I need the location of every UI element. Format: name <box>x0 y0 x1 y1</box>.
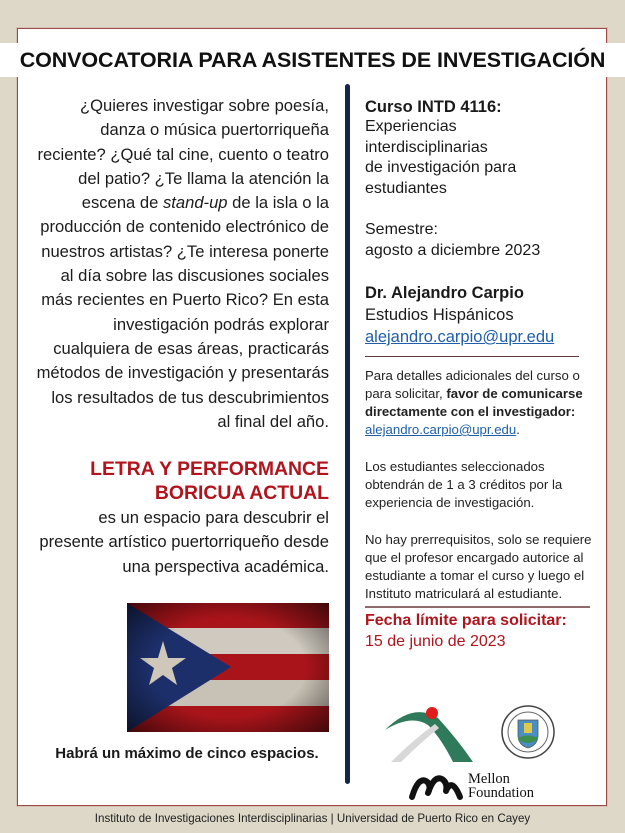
course-code: Curso INTD 4116: <box>365 98 502 116</box>
mellon-wordmark <box>468 772 534 800</box>
deadline-label: Fecha límite para solicitar: <box>365 612 567 629</box>
separator-line <box>365 356 579 357</box>
mellon-mark-icon <box>408 771 464 801</box>
intro-text-part2: de la isla o la producción de contenido electrónico de nuestros artistas? ¿Te interesa ponerte al día sobre las discusiones sociales más recientes en Puerto Rico? En esta investigación podrás explorar cualquiera de esas áreas, practicarás métodos de investigación y presentarás los resultados de tus descubrimientos al final del año. <box>36 193 329 431</box>
project-description: es un espacio para descubrir el presente artístico puertorriqueño desde una perspectiva académica. <box>39 508 329 576</box>
intro-text-part1: ¿Quieres investigar sobre poesía, danza o música puertorriqueña reciente? ¿Qué tal cine, cuento o teatro del patio? ¿Te llama la atención la escena de <box>37 96 329 213</box>
department: Estudios Hispánicos <box>365 306 514 324</box>
course-name-line: de investigación para <box>365 159 517 176</box>
left-column <box>35 94 329 579</box>
mellon-line2: Foundation <box>468 785 535 801</box>
course-name-line: interdisciplinarias <box>365 138 488 156</box>
intro-italic-term: stand-up <box>162 193 228 213</box>
semester-label: Semestre: <box>365 221 438 238</box>
details-paragraph <box>365 367 595 439</box>
column-divider <box>345 84 350 784</box>
professor-email-link[interactable]: alejandro.carpio@upr.edu <box>365 328 555 346</box>
max-spaces-note: Habrá un máximo de cinco espacios. <box>55 745 319 762</box>
info-block <box>365 367 595 603</box>
course-name-line: Experiencias <box>365 118 457 135</box>
details-email-suffix: . <box>516 422 520 437</box>
mellon-foundation-logo <box>408 768 558 804</box>
prerequisites-paragraph: No hay prerrequisitos, solo se requiere que el profesor encargado autorice al estudiante a tomar el curso y luego el Instituto matriculará al estudiante. <box>365 532 592 601</box>
footer-text: Instituto de Investigaciones Interdisciplinarias | Universidad de Puerto Rico en Cayey <box>94 812 531 825</box>
puerto-rico-flag-image <box>127 603 329 732</box>
deadline-date: 15 de junio de 2023 <box>365 633 506 650</box>
project-title-line1: LETRA Y PERFORMANCE <box>90 458 329 481</box>
institute-logo <box>383 700 478 765</box>
semester-block <box>365 219 595 261</box>
title-band <box>0 43 625 77</box>
details-bold-text: favor de comunicarse directamente con el investigador: <box>365 386 583 419</box>
project-title-line2: BORICUA ACTUAL <box>154 482 329 505</box>
intro-paragraph <box>35 94 329 434</box>
upr-cayey-seal <box>501 705 555 759</box>
project-title <box>35 457 329 505</box>
credits-paragraph: Los estudiantes seleccionados obtendrán de 1 a 3 créditos por la experiencia de investigación. <box>365 459 563 510</box>
semester-value: agosto a diciembre 2023 <box>365 242 541 259</box>
details-text: Para detalles adicionales del curso o para solicitar, <box>365 368 580 401</box>
course-name-line: estudiantes <box>365 179 447 197</box>
deadline-separator <box>365 606 590 608</box>
details-email-link[interactable]: alejandro.carpio@upr.edu <box>365 422 517 437</box>
course-name <box>365 117 595 199</box>
page-title: CONVOCATORIA PARA ASISTENTES DE INVESTIGACIÓN <box>19 47 606 72</box>
right-column <box>365 97 595 653</box>
mellon-line1: Mellon <box>468 771 510 787</box>
professor-name: Dr. Alejandro Carpio <box>365 284 524 302</box>
